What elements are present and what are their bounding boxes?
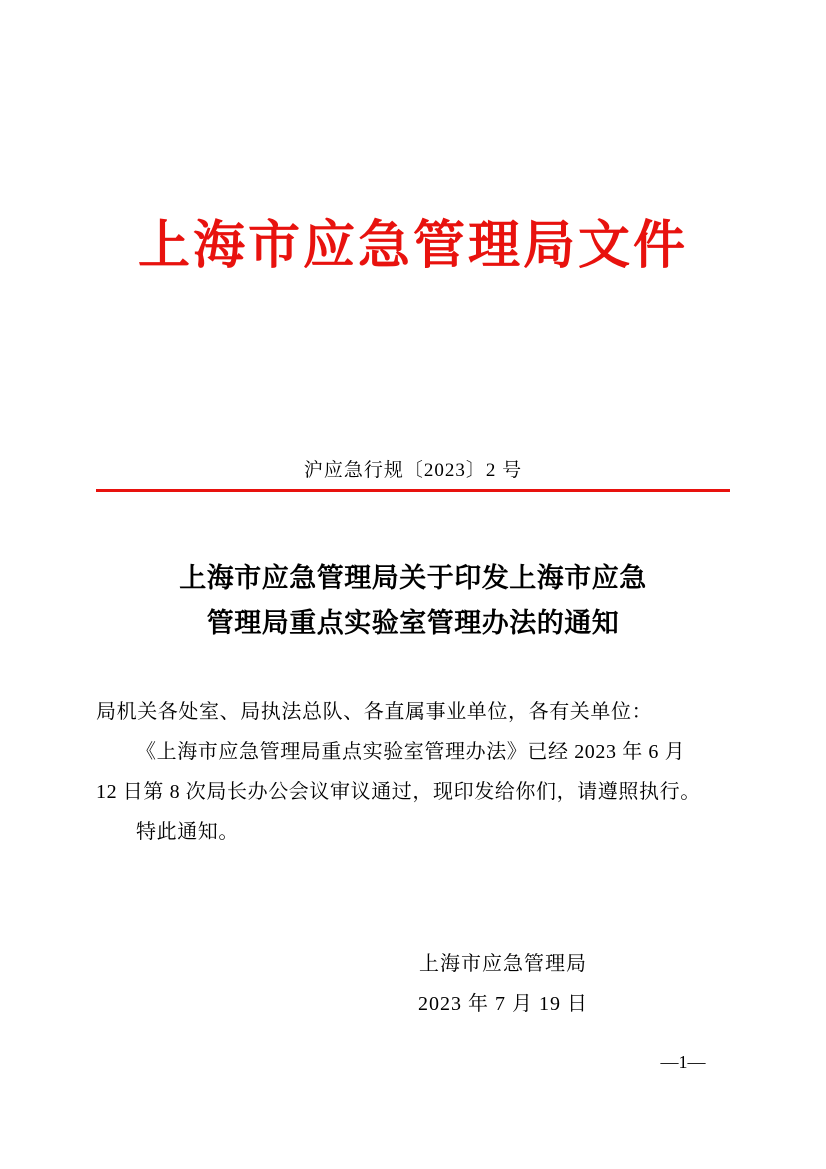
- page-number: —1—: [660, 1052, 706, 1072]
- signature-date: 2023 年 7 月 19 日: [418, 993, 588, 1015]
- document-body: [96, 692, 734, 852]
- body-paragraph-1-line-2: 12 日第 8 次局长办公会议审议通过，现印发给你们，请遵照执行。: [96, 781, 701, 803]
- signature-block: [0, 944, 826, 1024]
- red-divider-rule: [96, 489, 730, 492]
- body-salutation: 局机关各处室、局执法总队、各直属事业单位，各有关单位：: [96, 701, 653, 723]
- page-title-line-2: 管理局重点实验室管理办法的通知: [206, 607, 620, 638]
- body-paragraph-1-line-1: 《上海市应急管理局重点实验室管理办法》已经 2023 年 6 月: [136, 741, 686, 763]
- document-number: 沪应急行规〔2023〕2 号: [303, 460, 523, 481]
- masthead-title: 上海市应急管理局文件: [137, 217, 688, 275]
- page-title: [113, 556, 713, 645]
- page-title-line-1: 上海市应急管理局关于印发上海市应急: [179, 563, 647, 593]
- body-paragraph-2: 特此通知。: [136, 821, 239, 843]
- signature-issuer: 上海市应急管理局: [419, 953, 587, 975]
